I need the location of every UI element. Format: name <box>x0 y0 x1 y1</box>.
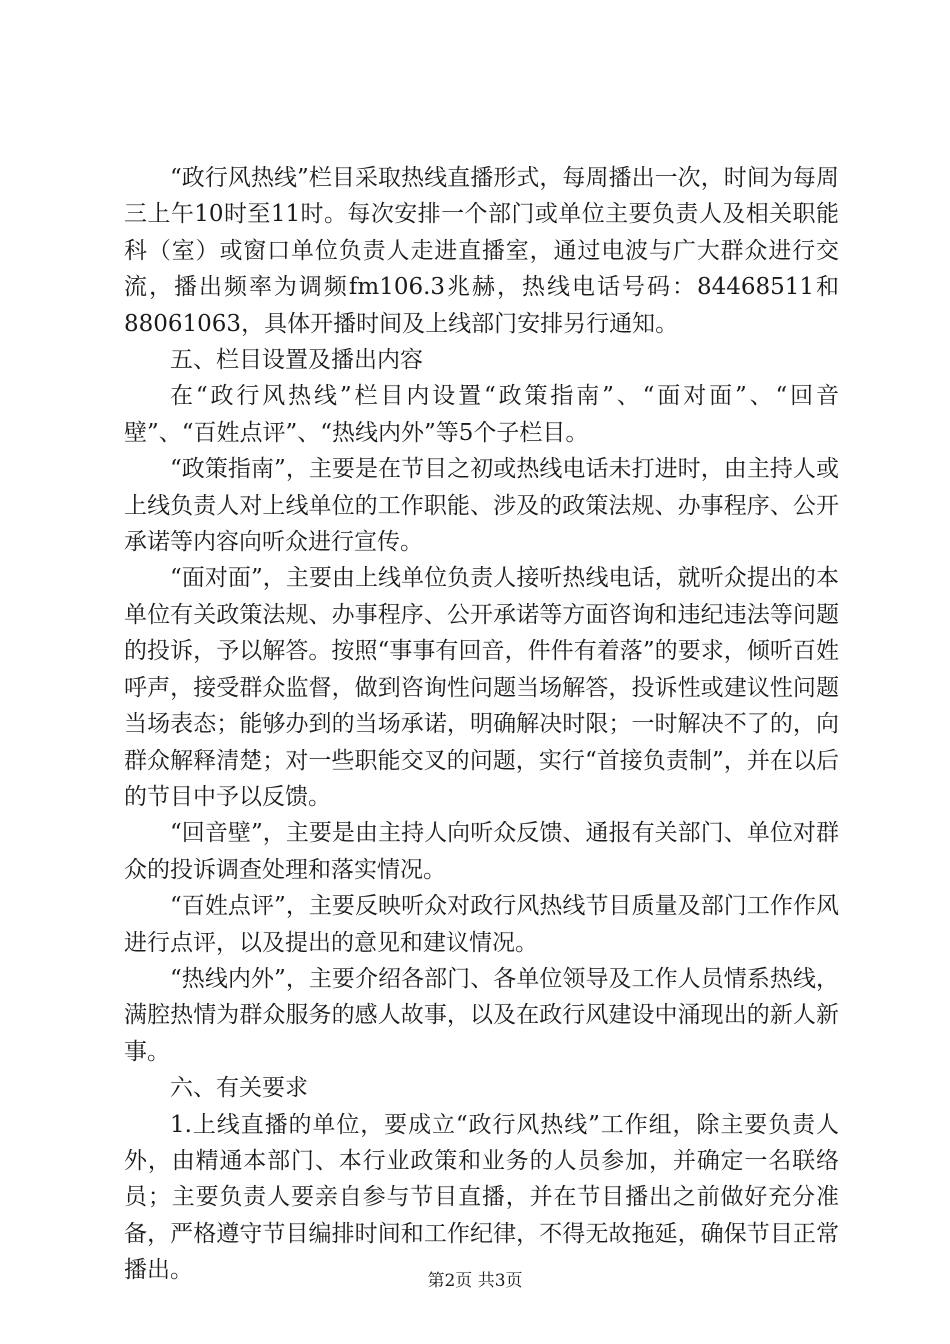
paragraph-echo-wall: “回音壁”，主要是由主持人向听众反馈、通报有关部门、单位对群众的投诉调查处理和落实情况。 <box>124 820 839 883</box>
page-number-footer: 第2页 共3页 <box>427 1271 523 1291</box>
section-heading-6: 六、有关要求 <box>170 1075 308 1102</box>
paragraph-public-comments: “百姓点评”，主要反映听众对政行风热线节目质量及部门工作作风进行点评，以及提出的意见和建议情况。 <box>124 893 839 956</box>
paragraph-hotline-inside-out: “热线内外”，主要介绍各部门、各单位领导及工作人员情系热线，满腔热情为群众服务的感人故事，以及在政行风建设中涌现出的新人新事。 <box>124 965 839 1065</box>
section-heading-5: 五、栏目设置及播出内容 <box>170 347 423 374</box>
paragraph-face-to-face: “面对面”，主要由上线单位负责人接听热线电话，就听众提出的本单位有关政策法规、办事程序、公开承诺等方面咨询和违纪违法等问题的投诉，予以解答。按照“事事有回音，件件有着落”的要求，倾听百姓呼声，接受群众监督，做到咨询性问题当场解答，投诉性或建议性问题当场表态；能够办到的当场承诺，明确解决时限；一时解决不了的，向群众解释清楚；对一些职能交叉的问题，实行“首接负责制”，并在以后的节目中予以反馈。 <box>124 565 839 810</box>
document-body <box>124 160 839 1289</box>
paragraph-requirement-1: 1.上线直播的单位，要成立“政行风热线”工作组，除主要负责人外，由精通本部门、本行业政策和业务的人员参加，并确定一名联络员；主要负责人要亲自参与节目直播，并在节目播出之前做好充分准备，严格遵守节目编排时间和工作纪律，不得无故拖延，确保节目正常播出。 <box>124 1111 839 1284</box>
paragraph-policy-guide: “政策指南”，主要是在节目之初或热线电话未打进时，由主持人或上线负责人对上线单位的工作职能、涉及的政策法规、办事程序、公开承诺等内容向听众进行宣传。 <box>124 456 839 556</box>
paragraph-broadcast-format: “政行风热线”栏目采取热线直播形式，每周播出一次，时间为每周三上午10时至11时。每次安排一个部门或单位主要负责人及相关职能科（室）或窗口单位负责人走进直播室，通过电波与广大群众进行交流，播出频率为调频fm106.3兆赫，热线电话号码：84468511和88061063，具体开播时间及上线部门安排另行通知。 <box>124 165 839 337</box>
paragraph-subcolumns: 在“政行风热线”栏目内设置“政策指南”、“面对面”、“回音壁”、“百姓点评”、“热线内外”等5个子栏目。 <box>124 383 839 446</box>
